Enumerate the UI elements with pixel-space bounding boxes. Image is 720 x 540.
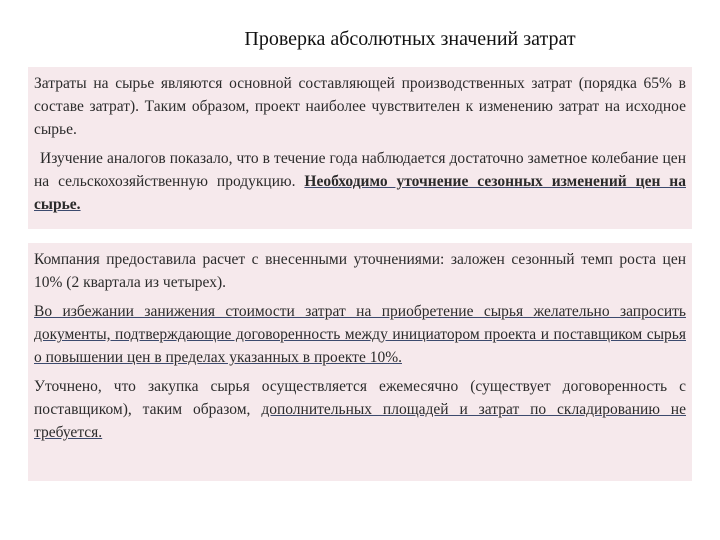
price-fluctuation-text: Изучение аналогов показало, что в течение года наблюдается достаточно заметное колебание цен на сельскохозяйственную продукцию.: [34, 150, 686, 190]
paragraph-seasonal-growth: Компания предоставила расчет с внесенными уточнениями: заложен сезонный темп роста цен 10% (2 квартала из четырех).: [34, 251, 686, 291]
text-block-raw-material-costs: [28, 67, 692, 229]
storage-not-required-emphasis: дополнительных площадей и затрат по складированию не требуется.: [34, 401, 686, 441]
paragraph-cost-share: Затраты на сырье являются основной составляющей производственных затрат (порядка 65% в составе затрат). Таким образом, проект наиболее чувствителен к изменению затрат на исходное сырье.: [34, 75, 686, 138]
text-block-company-clarifications: [28, 243, 692, 481]
seasonal-clarification-emphasis: Необходимо уточнение сезонных изменений цен на сырье.: [34, 173, 686, 213]
paragraph-price-fluctuation: [34, 147, 686, 216]
paragraph-request-documents: Во избежании занижения стоимости затрат на приобретение сырья желательно запросить документы, подтверждающие договоренность между инициатором проекта и поставщиком сырья о повышении цен в пределах указанных в проекте 10%.: [34, 303, 686, 366]
slide-title: Проверка абсолютных значений затрат: [244, 28, 576, 50]
monthly-purchase-text: Уточнено, что закупка сырья осуществляется ежемесячно (существует договоренность с поставщиком), таким образом,: [34, 378, 686, 418]
paragraph-monthly-purchase: [34, 375, 686, 444]
